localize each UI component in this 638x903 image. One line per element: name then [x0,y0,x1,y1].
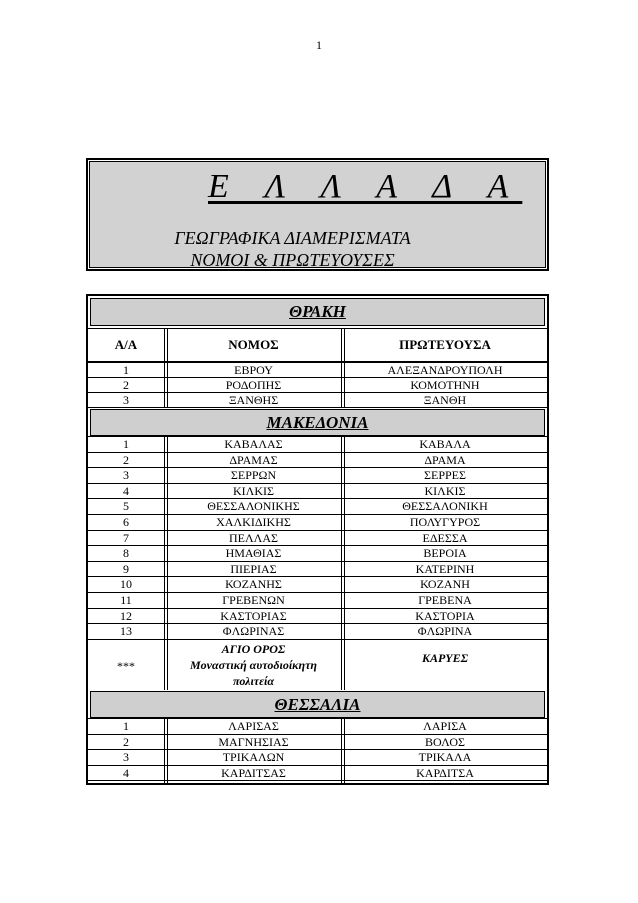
table-row [88,735,547,750]
row-num: 1 [123,719,129,733]
row-capital: ΘΕΣΣΑΛΟΝΙΚΗ [402,499,488,514]
table-row [88,593,547,608]
table-row [88,531,547,546]
table-row [88,766,547,781]
row-prefecture: ΤΡΙΚΑΛΩΝ [222,750,285,764]
column-headers [88,328,547,362]
row-capital: ΤΡΙΚΑΛΑ [418,750,472,764]
row-prefecture: ΚΑΡΔΙΤΣΑΣ [221,765,286,780]
row-prefecture: ΔΡΑΜΑΣ [229,452,278,467]
row-prefecture: ΚΑΒΑΛΑΣ [224,437,283,451]
row-num: 7 [123,530,129,545]
row-prefecture: ΘΕΣΣΑΛΟΝΙΚΗΣ [207,499,300,514]
row-num: 9 [123,561,129,576]
divider [164,719,168,783]
row-capital: ΑΛΕΞΑΝΔΡΟΥΠΟΛΗ [387,363,503,377]
row-prefecture: ΡΟΔΟΠΗΣ [225,378,282,392]
row-num: 13 [120,624,132,639]
row-prefecture: ΠΕΛΛΑΣ [228,530,279,545]
region-header-thessalia: ΘΕΣΣΑΛΙΑ [90,691,545,718]
title-box [86,158,549,271]
row-num: 3 [123,393,129,407]
table-row [88,453,547,468]
table-row [88,499,547,514]
row-num: 1 [123,437,129,451]
table-row [88,562,547,577]
row-num: 2 [123,378,129,392]
table-row-agio-oros [88,641,547,689]
document-title: Ε Λ Λ Α Δ Α [208,168,523,205]
table-row [88,363,547,377]
row-prefecture [166,641,341,689]
divider [341,437,345,690]
row-num: 1 [123,363,129,377]
table-row [88,393,547,407]
row-prefecture: ΜΑΓΝΗΣΙΑΣ [218,734,289,749]
divider [341,719,345,783]
row-num: 10 [120,577,132,592]
row-num: 6 [123,515,129,529]
row-capital: ΞΑΝΘΗ [423,393,467,407]
row-num: 11 [120,593,132,607]
table-row [88,750,547,765]
row-num: 8 [123,546,129,561]
table-row [88,437,547,452]
row-capital: ΠΟΛΥΓΥΡΟΣ [409,515,481,529]
row-num: 4 [123,765,129,780]
region-header-makedonia: ΜΑΚΕΔΟΝΙΑ [90,409,545,436]
row-capital: ΚΑΡΔΙΤΣΑ [416,765,474,780]
table-row [88,546,547,561]
row-capital: ΒΕΡΟΙΑ [423,546,467,561]
row-capital: ΕΔΕΣΣΑ [422,530,468,545]
row-prefecture: ΣΕΡΡΩΝ [230,468,277,483]
divider [164,437,168,690]
row-prefecture: ΚΑΣΤΟΡΙΑΣ [220,608,287,623]
agio-oros-desc1: Μοναστική αυτοδιοίκητη [189,658,318,672]
row-capital: ΦΛΩΡΙΝΑ [417,624,473,639]
page-number: 1 [316,38,322,52]
divider [164,328,168,407]
agio-oros-name: ΑΓΙΟ ΟΡΟΣ [221,642,286,656]
row-capital: ΚΟΖΑΝΗ [420,577,470,592]
row-prefecture: ΛΑΡΙΣΑΣ [228,719,279,733]
row-prefecture: ΚΙΛΚΙΣ [232,483,274,498]
row-divider [88,407,547,408]
row-capital: ΛΑΡΙΣΑ [423,719,467,733]
row-num: 3 [123,750,129,764]
row-capital: ΚΑΣΤΟΡΙΑ [415,608,475,623]
column-header-prefecture: ΝΟΜΟΣ [228,337,279,352]
table-row [88,609,547,624]
row-prefecture: ΗΜΑΘΙΑΣ [225,546,282,561]
row-num: *** [117,659,135,673]
row-num: 2 [123,452,129,467]
row-divider [88,780,547,781]
subtitle-prefectures-text: ΝΟΜΟΙ & ΠΡΩΤΕΥΟΥΣΕΣ [190,250,395,270]
row-divider [88,639,547,640]
table-row [88,515,547,530]
row-num: 5 [123,499,129,514]
row-prefecture: ΕΒΡΟΥ [234,363,273,377]
row-num: 4 [123,483,129,498]
row-num: 2 [123,734,129,749]
table-row [88,468,547,483]
subtitle-geographic [88,228,547,249]
row-capital: ΚΟΜΟΤΗΝΗ [410,378,480,392]
row-capital: ΣΕΡΡΕΣ [424,468,466,483]
table-row [88,719,547,734]
row-prefecture: ΦΛΩΡΙΝΑΣ [222,624,285,639]
row-prefecture: ΞΑΝΘΗΣ [228,393,279,407]
table-row [88,577,547,592]
region-header-thraki: ΘΡΑΚΗ [90,298,545,326]
row-prefecture: ΠΙΕΡΙΑΣ [230,561,277,576]
row-capital: ΓΡΕΒΕΝΑ [418,593,472,607]
row-num: 12 [120,608,132,623]
row-capital: ΚΑΤΕΡΙΝΗ [415,561,475,576]
table-row [88,484,547,499]
table-row [88,624,547,639]
row-capital: ΚΙΛΚΙΣ [424,483,466,498]
column-header-capital: ΠΡΩΤΕΥΟΥΣΑ [399,337,491,352]
subtitle-prefectures [88,250,547,271]
row-capital: ΔΡΑΜΑ [424,452,466,467]
subtitle-geographic-text: ΓΕΩΓΡΑΦΙΚΑ ΔΙΑΜΕΡΙΣΜΑΤΑ [174,228,411,248]
divider [341,328,345,407]
row-capital: ΒΟΛΟΣ [425,734,465,749]
row-num: 3 [123,468,129,483]
agio-oros-desc2: πολιτεία [232,674,275,688]
table-row [88,378,547,392]
column-header-num: Α/Α [114,337,138,352]
row-prefecture: ΓΡΕΒΕΝΩΝ [222,593,285,607]
row-prefecture: ΧΑΛΚΙΔΙΚΗΣ [216,515,291,529]
row-capital: ΚΑΡΥΕΣ [421,651,469,665]
row-capital: ΚΑΒΑΛΑ [419,437,471,451]
prefectures-table [86,294,549,785]
row-prefecture: ΚΟΖΑΝΗΣ [225,577,282,592]
